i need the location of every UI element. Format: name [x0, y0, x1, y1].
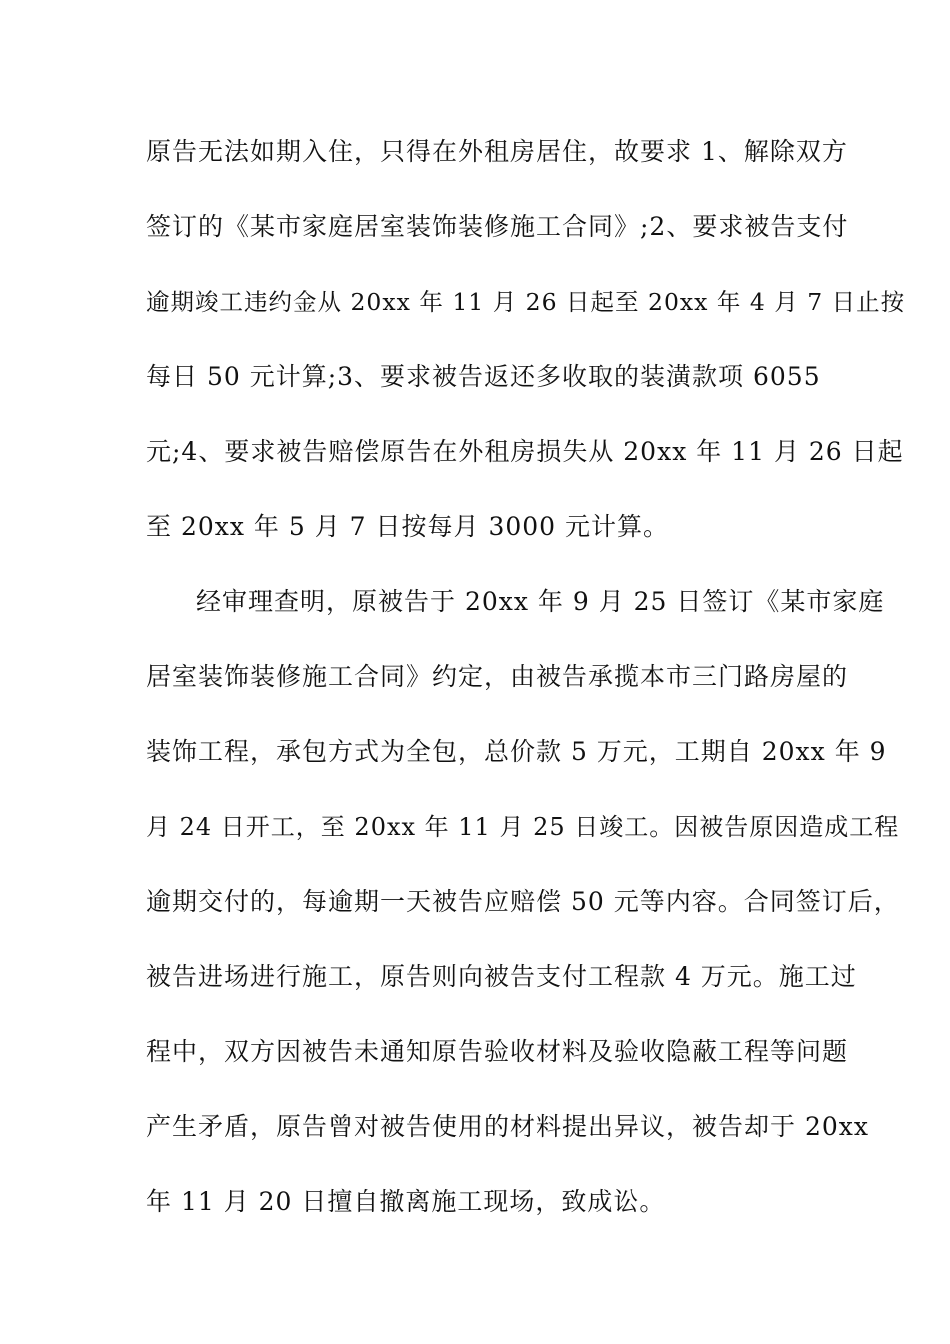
paragraph-line-7: 经审理查明，原被告于 20xx 年 9 月 25 日签订《某市家庭 — [196, 587, 885, 616]
paragraph-line-11: 逾期交付的，每逾期一天被告应赔偿 50 元等内容。合同签订后， — [146, 887, 900, 916]
paragraph-line-6: 至 20xx 年 5 月 7 日按每月 3000 元计算。 — [146, 512, 670, 541]
paragraph-line-15: 年 11 月 20 日擅自撤离施工现场，致成讼。 — [146, 1187, 666, 1216]
paragraph-line-1: 原告无法如期入住，只得在外租房居住，故要求 1、解除双方 — [146, 137, 848, 166]
paragraph-line-5: 元;4、要求被告赔偿原告在外租房损失从 20xx 年 11 月 26 日起 — [146, 437, 904, 466]
paragraph-line-4: 每日 50 元计算;3、要求被告返还多收取的装潢款项 6055 — [146, 362, 821, 391]
paragraph-line-10: 月 24 日开工，至 20xx 年 11 月 25 日竣工。因被告原因造成工程 — [146, 813, 900, 841]
paragraph-line-9: 装饰工程，承包方式为全包，总价款 5 万元，工期自 20xx 年 9 — [146, 737, 887, 766]
paragraph-line-2: 签订的《某市家庭居室装饰装修施工合同》;2、要求被告支付 — [146, 212, 849, 241]
paragraph-line-8: 居室装饰装修施工合同》约定，由被告承揽本市三门路房屋的 — [146, 662, 849, 691]
paragraph-line-3: 逾期竣工违约金从 20xx 年 11 月 26 日起至 20xx 年 4 月 7 日止按 — [146, 288, 906, 316]
paragraph-line-14: 产生矛盾，原告曾对被告使用的材料提出异议，被告却于 20xx — [146, 1112, 869, 1141]
paragraph-line-12: 被告进场进行施工，原告则向被告支付工程款 4 万元。施工过 — [146, 962, 857, 991]
paragraph-line-13: 程中，双方因被告未通知原告验收材料及验收隐蔽工程等问题 — [146, 1037, 849, 1066]
